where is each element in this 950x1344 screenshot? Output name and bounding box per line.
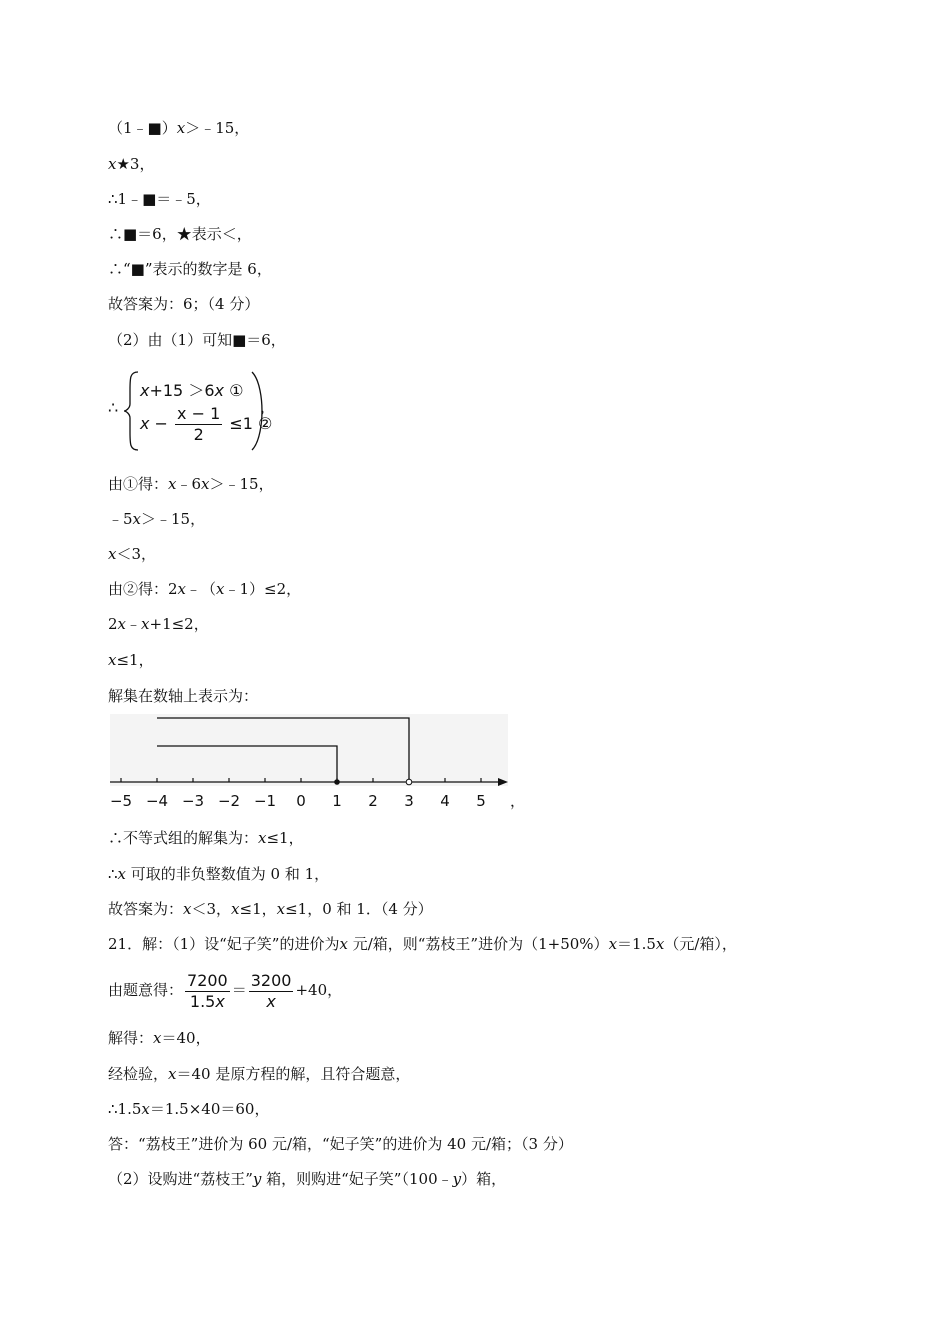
line-23: 答：“荔枝王”进价为 60 元/箱，“妃子笑”的进价为 40 元/箱；（3 分） <box>108 1135 573 1153</box>
number-line-figure <box>108 712 528 812</box>
fraction-3200: $\frac{3200}{x}$ <box>250 970 292 1011</box>
line-10: x＜3， <box>108 545 157 563</box>
line-8: 由①得：x﹣6x＞﹣15， <box>108 475 274 493</box>
line-7: （2）由（1）可知■＝6， <box>108 331 286 349</box>
fraction-7200: $\frac{7200}{1.5x}$ <box>187 970 228 1011</box>
line-11: 由②得：2x﹣（x﹣1）≤2， <box>108 580 302 598</box>
tick-label: 0 <box>296 792 306 810</box>
line-12: 2x﹣x+1≤2， <box>108 615 209 633</box>
tick-label: −5 <box>109 792 133 810</box>
line-9: ﹣5x＞﹣15， <box>108 510 206 528</box>
tick-label: −1 <box>253 792 277 810</box>
tick-label: 4 <box>440 792 450 810</box>
tick-label: 2 <box>368 792 378 810</box>
tick-label: −2 <box>217 792 241 810</box>
line-3: ∴1﹣■＝﹣5， <box>108 190 211 208</box>
tick-label: −3 <box>181 792 205 810</box>
line-24: （2）设购进“荔枝王”y 箱，则购进“妃子笑”（100﹣y）箱， <box>108 1170 507 1188</box>
line-2: x★3， <box>108 155 155 173</box>
line-21: 经检验，x＝40 是原方程的解，且符合题意， <box>108 1065 411 1083</box>
line-18-question-21: 21．解：（1）设“妃子笑”的进价为x 元/箱，则“荔枝王”进价为（1+50%）x＝1.5x（元/箱）， <box>108 935 737 953</box>
tick-label: 1 <box>332 792 342 810</box>
inequality-system: ∴ x+15 ＞6x ① x − $\frac{x - 1}{2}$ ≤1 ② ， <box>108 370 308 452</box>
line-16: ∴x 可取的非负整数值为 0 和 1， <box>108 865 330 883</box>
line-15: ∴不等式组的解集为：x≤1， <box>108 829 304 847</box>
system-row-2: x − $\frac{x - 1}{2}$ ≤1 ② <box>140 404 273 444</box>
line-6: 故答案为：6；（4 分） <box>108 295 260 313</box>
tick-label: −4 <box>145 792 169 810</box>
tick-label: 5 <box>476 792 486 810</box>
line-5: ∴“■”表示的数字是 6， <box>108 260 272 278</box>
system-row-1: x+15 ＞6x ① <box>140 381 244 400</box>
closed-point <box>334 779 340 785</box>
line-17: 故答案为：x＜3，x≤1，x≤1，0 和 1．（4 分） <box>108 900 433 918</box>
figure-background <box>110 714 508 786</box>
system-fraction: $\frac{x - 1}{2}$ <box>177 404 221 444</box>
open-point <box>406 779 412 785</box>
figure-trailing-comma: ， <box>510 792 526 810</box>
line-22: ∴1.5x＝1.5×40＝60， <box>108 1100 270 1118</box>
line-19-equation: 由题意得： $\frac{7200}{1.5x}$ ＝ $\frac{3200}{x}$ +40， <box>108 970 343 1011</box>
tick-labels <box>110 792 486 810</box>
line-14: 解集在数轴上表示为： <box>108 687 259 705</box>
line-20: 解得：x＝40， <box>108 1029 211 1047</box>
line-1: （1﹣■）x＞﹣15， <box>108 119 250 137</box>
line-13: x≤1， <box>108 651 154 669</box>
line-4: ∴■＝6，★表示＜， <box>108 225 252 243</box>
tick-label: 3 <box>404 792 414 810</box>
